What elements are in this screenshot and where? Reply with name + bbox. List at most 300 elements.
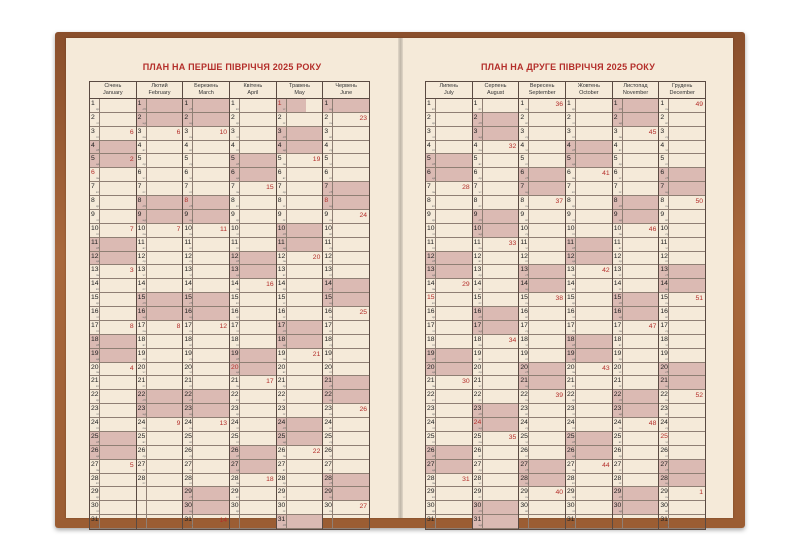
day-row[interactable] [277, 182, 323, 196]
day-row[interactable] [613, 99, 659, 113]
day-row[interactable] [137, 418, 183, 432]
day-row[interactable] [230, 154, 276, 168]
day-row[interactable] [230, 238, 276, 252]
day-row[interactable] [613, 349, 659, 363]
day-row[interactable] [137, 307, 183, 321]
day-row[interactable] [230, 460, 276, 474]
day-row[interactable] [566, 376, 612, 390]
day-row[interactable] [473, 487, 519, 501]
day-row[interactable] [519, 418, 565, 432]
day-row[interactable] [183, 460, 229, 474]
day-row[interactable] [277, 349, 323, 363]
day-row[interactable] [230, 390, 276, 404]
day-row[interactable] [426, 307, 472, 321]
day-row[interactable] [519, 252, 565, 266]
day-row[interactable] [519, 376, 565, 390]
day-row[interactable] [426, 390, 472, 404]
day-row[interactable] [519, 196, 565, 210]
day-row[interactable] [277, 293, 323, 307]
day-row[interactable] [659, 99, 705, 113]
day-row[interactable] [566, 460, 612, 474]
day-row[interactable] [473, 252, 519, 266]
day-row[interactable] [566, 252, 612, 266]
day-row[interactable] [90, 418, 136, 432]
day-row[interactable] [473, 474, 519, 488]
day-row[interactable] [566, 474, 612, 488]
day-row[interactable] [473, 168, 519, 182]
day-row[interactable] [519, 279, 565, 293]
day-row[interactable] [230, 404, 276, 418]
day-row[interactable] [566, 515, 612, 529]
day-row[interactable] [613, 404, 659, 418]
day-row[interactable] [183, 335, 229, 349]
day-row[interactable] [323, 501, 369, 515]
day-row[interactable] [137, 182, 183, 196]
day-row[interactable] [183, 252, 229, 266]
day-row[interactable] [566, 501, 612, 515]
day-row[interactable] [426, 376, 472, 390]
day-row[interactable] [90, 141, 136, 155]
day-row[interactable] [659, 141, 705, 155]
day-row[interactable] [183, 182, 229, 196]
day-row[interactable] [426, 335, 472, 349]
day-row[interactable] [323, 265, 369, 279]
day-row[interactable] [659, 363, 705, 377]
day-row[interactable] [90, 210, 136, 224]
day-row[interactable] [323, 182, 369, 196]
day-row[interactable] [519, 154, 565, 168]
day-row[interactable] [90, 487, 136, 501]
day-row[interactable] [230, 168, 276, 182]
day-row[interactable] [426, 501, 472, 515]
day-row[interactable] [566, 446, 612, 460]
day-row[interactable] [277, 474, 323, 488]
day-row[interactable] [230, 279, 276, 293]
day-row[interactable] [566, 404, 612, 418]
day-row[interactable] [230, 418, 276, 432]
day-row[interactable] [519, 390, 565, 404]
day-row[interactable] [613, 182, 659, 196]
day-row[interactable] [566, 363, 612, 377]
day-row[interactable] [277, 335, 323, 349]
day-row[interactable] [659, 252, 705, 266]
day-row[interactable] [323, 460, 369, 474]
day-row[interactable] [426, 210, 472, 224]
day-row[interactable] [137, 196, 183, 210]
day-row[interactable] [426, 182, 472, 196]
day-row[interactable] [90, 113, 136, 127]
day-row[interactable] [473, 501, 519, 515]
day-row[interactable] [277, 210, 323, 224]
day-row[interactable] [137, 404, 183, 418]
day-row[interactable] [230, 293, 276, 307]
day-row[interactable] [519, 307, 565, 321]
day-row[interactable] [323, 307, 369, 321]
day-row[interactable] [473, 265, 519, 279]
day-row[interactable] [323, 335, 369, 349]
day-row[interactable] [473, 432, 519, 446]
day-row[interactable] [566, 335, 612, 349]
day-row[interactable] [473, 293, 519, 307]
day-row[interactable] [90, 293, 136, 307]
day-row[interactable] [613, 418, 659, 432]
day-row[interactable] [323, 224, 369, 238]
day-row[interactable] [277, 279, 323, 293]
day-row[interactable] [183, 363, 229, 377]
day-row[interactable] [183, 501, 229, 515]
day-row[interactable] [473, 279, 519, 293]
day-row[interactable] [473, 349, 519, 363]
day-row[interactable] [183, 141, 229, 155]
day-row[interactable] [323, 168, 369, 182]
day-row[interactable] [183, 210, 229, 224]
day-row[interactable] [613, 335, 659, 349]
day-row[interactable] [426, 224, 472, 238]
day-row[interactable] [519, 501, 565, 515]
day-row[interactable] [277, 321, 323, 335]
day-row[interactable] [230, 432, 276, 446]
day-row[interactable] [426, 363, 472, 377]
day-row[interactable] [566, 113, 612, 127]
day-row[interactable] [277, 141, 323, 155]
day-row[interactable] [230, 363, 276, 377]
day-row[interactable] [230, 265, 276, 279]
day-row[interactable] [659, 446, 705, 460]
day-row[interactable] [659, 390, 705, 404]
day-row[interactable] [659, 460, 705, 474]
day-row[interactable] [566, 238, 612, 252]
day-row[interactable] [183, 487, 229, 501]
day-row[interactable] [183, 376, 229, 390]
day-row[interactable] [659, 487, 705, 501]
day-row[interactable] [323, 321, 369, 335]
day-row[interactable] [137, 376, 183, 390]
day-row[interactable] [613, 279, 659, 293]
day-row[interactable] [183, 154, 229, 168]
day-row[interactable] [473, 99, 519, 113]
day-row[interactable] [566, 224, 612, 238]
day-row[interactable] [426, 168, 472, 182]
day-row[interactable] [277, 224, 323, 238]
day-row[interactable] [613, 307, 659, 321]
day-row[interactable] [277, 196, 323, 210]
day-row[interactable] [183, 99, 229, 113]
day-row[interactable] [183, 196, 229, 210]
day-row[interactable] [90, 127, 136, 141]
day-row[interactable] [90, 182, 136, 196]
day-row[interactable] [566, 141, 612, 155]
day-row[interactable] [659, 196, 705, 210]
day-row[interactable] [230, 224, 276, 238]
day-row[interactable] [613, 141, 659, 155]
day-row[interactable] [183, 293, 229, 307]
day-row[interactable] [323, 474, 369, 488]
day-row[interactable] [90, 460, 136, 474]
day-row[interactable] [519, 349, 565, 363]
day-row[interactable] [90, 196, 136, 210]
day-row[interactable] [137, 349, 183, 363]
day-row[interactable] [566, 182, 612, 196]
day-row[interactable] [90, 363, 136, 377]
day-row[interactable] [659, 349, 705, 363]
day-row[interactable] [137, 432, 183, 446]
day-row[interactable] [230, 252, 276, 266]
day-row[interactable] [277, 252, 323, 266]
day-row[interactable] [277, 404, 323, 418]
day-row[interactable] [426, 460, 472, 474]
day-row[interactable] [659, 501, 705, 515]
day-row[interactable] [426, 113, 472, 127]
day-row[interactable] [659, 293, 705, 307]
day-row[interactable] [613, 363, 659, 377]
day-row[interactable] [230, 376, 276, 390]
day-row[interactable] [659, 265, 705, 279]
day-row[interactable] [566, 307, 612, 321]
day-row[interactable] [277, 501, 323, 515]
day-row[interactable] [230, 501, 276, 515]
day-row[interactable] [473, 460, 519, 474]
day-row[interactable] [566, 154, 612, 168]
day-row[interactable] [277, 113, 323, 127]
day-row[interactable] [137, 252, 183, 266]
day-row[interactable] [566, 127, 612, 141]
day-row[interactable] [90, 474, 136, 488]
day-row[interactable] [613, 252, 659, 266]
day-row[interactable] [426, 238, 472, 252]
day-row[interactable] [183, 349, 229, 363]
day-row[interactable] [137, 127, 183, 141]
day-row[interactable] [277, 446, 323, 460]
day-row[interactable] [613, 293, 659, 307]
day-row[interactable] [277, 238, 323, 252]
day-row[interactable] [519, 141, 565, 155]
day-row[interactable] [90, 349, 136, 363]
day-row[interactable] [659, 210, 705, 224]
day-row[interactable] [613, 154, 659, 168]
day-row[interactable] [183, 418, 229, 432]
day-row[interactable] [473, 224, 519, 238]
day-row[interactable] [659, 515, 705, 529]
day-row[interactable] [613, 321, 659, 335]
day-row[interactable] [519, 363, 565, 377]
day-row[interactable] [519, 446, 565, 460]
day-row[interactable] [613, 432, 659, 446]
day-row[interactable] [183, 390, 229, 404]
day-row[interactable] [426, 487, 472, 501]
day-row[interactable] [519, 474, 565, 488]
day-row[interactable] [137, 363, 183, 377]
day-row[interactable] [659, 432, 705, 446]
day-row[interactable] [90, 252, 136, 266]
day-row[interactable] [137, 460, 183, 474]
day-row[interactable] [183, 404, 229, 418]
day-row[interactable] [519, 210, 565, 224]
day-row[interactable] [473, 210, 519, 224]
day-row[interactable] [90, 515, 136, 529]
day-row[interactable] [659, 127, 705, 141]
day-row[interactable] [519, 265, 565, 279]
day-row[interactable] [566, 349, 612, 363]
day-row[interactable] [473, 390, 519, 404]
day-row[interactable] [183, 446, 229, 460]
day-row[interactable] [426, 127, 472, 141]
day-row[interactable] [323, 252, 369, 266]
day-row[interactable] [183, 321, 229, 335]
day-row[interactable] [183, 265, 229, 279]
day-row[interactable] [566, 196, 612, 210]
day-row[interactable] [426, 252, 472, 266]
day-row[interactable] [90, 404, 136, 418]
day-row[interactable] [90, 501, 136, 515]
day-row[interactable] [566, 168, 612, 182]
day-row[interactable] [519, 432, 565, 446]
day-row[interactable] [613, 501, 659, 515]
day-row[interactable] [90, 321, 136, 335]
day-row[interactable] [659, 474, 705, 488]
day-row[interactable] [473, 238, 519, 252]
day-row[interactable] [230, 349, 276, 363]
day-row[interactable] [90, 154, 136, 168]
day-row[interactable] [473, 154, 519, 168]
day-row[interactable] [519, 335, 565, 349]
day-row[interactable] [90, 446, 136, 460]
day-row[interactable] [323, 349, 369, 363]
day-row[interactable] [323, 446, 369, 460]
day-row[interactable] [230, 182, 276, 196]
day-row[interactable] [473, 376, 519, 390]
day-row[interactable] [519, 168, 565, 182]
day-row[interactable] [137, 168, 183, 182]
day-row[interactable] [323, 363, 369, 377]
day-row[interactable] [137, 154, 183, 168]
day-row[interactable] [230, 113, 276, 127]
day-row[interactable] [183, 238, 229, 252]
day-row[interactable] [137, 141, 183, 155]
day-row[interactable] [90, 238, 136, 252]
day-row[interactable] [566, 265, 612, 279]
day-row[interactable] [137, 99, 183, 113]
day-row[interactable] [137, 446, 183, 460]
day-row[interactable] [137, 210, 183, 224]
day-row[interactable] [183, 307, 229, 321]
day-row[interactable] [473, 307, 519, 321]
day-row[interactable] [426, 446, 472, 460]
day-row[interactable] [323, 127, 369, 141]
day-row[interactable] [566, 321, 612, 335]
day-row[interactable] [137, 113, 183, 127]
day-row[interactable] [426, 196, 472, 210]
day-row[interactable] [473, 363, 519, 377]
day-row[interactable] [426, 154, 472, 168]
day-row[interactable] [137, 321, 183, 335]
day-row[interactable] [183, 127, 229, 141]
day-row[interactable] [90, 432, 136, 446]
day-row[interactable] [659, 404, 705, 418]
day-row[interactable] [426, 432, 472, 446]
day-row[interactable] [659, 224, 705, 238]
day-row[interactable] [323, 487, 369, 501]
day-row[interactable] [230, 307, 276, 321]
day-row[interactable] [277, 418, 323, 432]
day-row[interactable] [519, 99, 565, 113]
day-row[interactable] [277, 265, 323, 279]
day-row[interactable] [473, 446, 519, 460]
day-row[interactable] [323, 238, 369, 252]
day-row[interactable] [90, 99, 136, 113]
day-row[interactable] [519, 321, 565, 335]
day-row[interactable] [519, 487, 565, 501]
day-row[interactable] [323, 210, 369, 224]
day-row[interactable] [519, 224, 565, 238]
day-row[interactable] [230, 474, 276, 488]
day-row[interactable] [473, 182, 519, 196]
day-row[interactable] [613, 210, 659, 224]
day-row[interactable] [277, 390, 323, 404]
day-row[interactable] [613, 390, 659, 404]
day-row[interactable] [426, 279, 472, 293]
day-row[interactable] [277, 376, 323, 390]
day-row[interactable] [277, 432, 323, 446]
day-row[interactable] [183, 474, 229, 488]
day-row[interactable] [613, 127, 659, 141]
day-row[interactable] [519, 182, 565, 196]
day-row[interactable] [426, 293, 472, 307]
day-row[interactable] [230, 487, 276, 501]
day-row[interactable] [659, 321, 705, 335]
day-row[interactable] [473, 127, 519, 141]
day-row[interactable] [277, 168, 323, 182]
day-row[interactable] [613, 113, 659, 127]
day-row[interactable] [230, 127, 276, 141]
day-row[interactable] [137, 390, 183, 404]
day-row[interactable] [137, 474, 183, 488]
day-row[interactable] [519, 238, 565, 252]
day-row[interactable] [659, 113, 705, 127]
day-row[interactable] [473, 196, 519, 210]
day-row[interactable] [566, 99, 612, 113]
day-row[interactable] [323, 293, 369, 307]
day-row[interactable] [426, 321, 472, 335]
day-row[interactable] [183, 168, 229, 182]
day-row[interactable] [323, 418, 369, 432]
day-row[interactable] [613, 168, 659, 182]
day-row[interactable] [426, 515, 472, 529]
day-row[interactable] [323, 196, 369, 210]
day-row[interactable] [566, 293, 612, 307]
day-row[interactable] [659, 418, 705, 432]
day-row[interactable] [90, 376, 136, 390]
day-row[interactable] [277, 99, 323, 113]
day-row[interactable] [519, 460, 565, 474]
day-row[interactable] [323, 99, 369, 113]
day-row[interactable] [473, 418, 519, 432]
day-row[interactable] [90, 224, 136, 238]
day-row[interactable] [183, 279, 229, 293]
day-row[interactable] [323, 279, 369, 293]
day-row[interactable] [323, 113, 369, 127]
day-row[interactable] [613, 224, 659, 238]
day-row[interactable] [613, 446, 659, 460]
day-row[interactable] [90, 335, 136, 349]
day-row[interactable] [277, 154, 323, 168]
day-row[interactable] [183, 113, 229, 127]
day-row[interactable] [566, 418, 612, 432]
day-row[interactable] [323, 154, 369, 168]
day-row[interactable] [426, 99, 472, 113]
day-row[interactable] [230, 321, 276, 335]
day-row[interactable] [473, 141, 519, 155]
day-row[interactable] [230, 99, 276, 113]
